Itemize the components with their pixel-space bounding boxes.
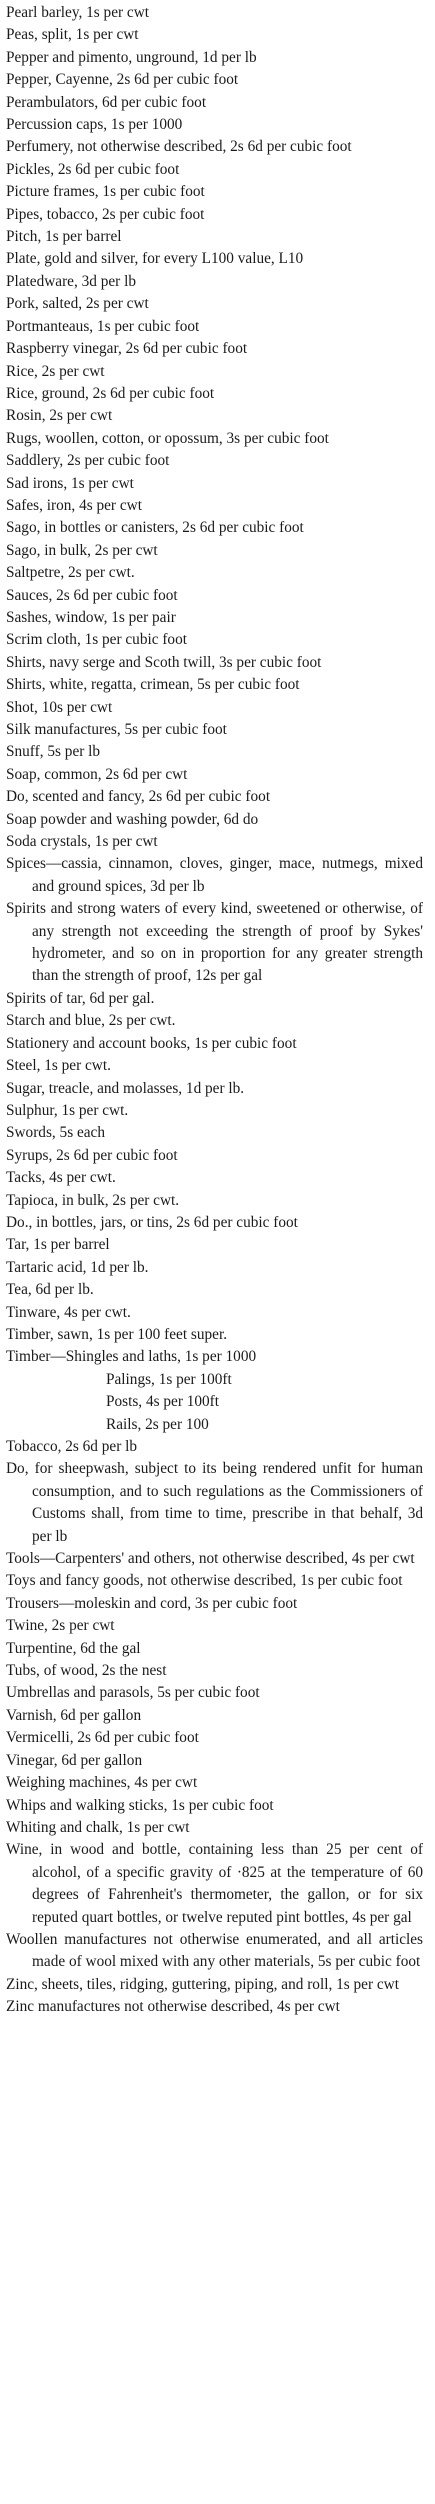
- tariff-entry: Tartaric acid, 1d per lb.: [6, 1258, 149, 1276]
- tariff-entry: Pepper and pimento, unground, 1d per lb: [6, 48, 257, 66]
- tariff-entry: Timber—Shingles and laths, 1s per 1000: [6, 1348, 257, 1366]
- tariff-entry: Sago, in bulk, 2s per cwt: [6, 541, 158, 559]
- tariff-entry: Trousers—moleskin and cord, 3s per cubic foot: [6, 1594, 298, 1612]
- tariff-entry: Steel, 1s per cwt.: [6, 1057, 111, 1075]
- tariff-entry: Rosin, 2s per cwt: [6, 407, 113, 425]
- tariff-entry: Pearl barley, 1s per cwt: [6, 4, 149, 21]
- tariff-entry: Scrim cloth, 1s per cubic foot: [6, 631, 187, 649]
- tariff-entry: Sauces, 2s 6d per cubic foot: [6, 586, 178, 604]
- tariff-entry: Do, for sheepwash, subject to its being rendered unfit for human consumption, and to such regulations as the Commissioners of Customs shall, from time to time, prescribe in that behalf, 3d per lb: [6, 1460, 423, 1545]
- tariff-entry: Whips and walking sticks, 1s per cubic foot: [6, 1796, 274, 1814]
- tariff-entry: Tools—Carpenters' and others, not otherwise described, 4s per cwt: [6, 1550, 415, 1568]
- tariff-entry: Turpentine, 6d the gal: [6, 1639, 141, 1657]
- tariff-entry: Do, scented and fancy, 2s 6d per cubic foot: [6, 788, 271, 806]
- tariff-entry: Rugs, woollen, cotton, or opossum, 3s per cubic foot: [6, 429, 329, 447]
- tariff-entry: Toys and fancy goods, not otherwise described, 1s per cubic foot: [6, 1572, 403, 1590]
- tariff-entry: Woollen manufactures not otherwise enumerated, and all articles made of wool mixed with any other materials, 5s per cubic foot: [6, 1930, 423, 1971]
- tariff-entry: Safes, iron, 4s per cwt: [6, 496, 142, 514]
- tariff-entry: Vermicelli, 2s 6d per cubic foot: [6, 1729, 199, 1747]
- tariff-entry: Vinegar, 6d per gallon: [6, 1751, 143, 1769]
- tariff-entry: Rice, ground, 2s 6d per cubic foot: [6, 384, 215, 402]
- tariff-entry: Twine, 2s per cwt: [6, 1617, 115, 1635]
- tariff-entry: Spices—cassia, cinnamon, cloves, ginger, mace, nutmegs, mixed and ground spices, 3d per lb: [6, 855, 423, 895]
- tariff-entry: Varnish, 6d per gallon: [6, 1706, 142, 1724]
- tariff-entry: Tacks, 4s per cwt.: [6, 1169, 116, 1187]
- tariff-subentry: Posts, 4s per 100ft: [106, 1393, 220, 1411]
- tariff-list: [6, 2, 423, 1369]
- tariff-entry: Silk manufactures, 5s per cubic foot: [6, 721, 227, 738]
- tariff-entry: Plate, gold and silver, for every L100 value, L10: [6, 250, 304, 268]
- tariff-list-continued: [6, 1436, 423, 2019]
- tariff-entry: Starch and blue, 2s per cwt.: [6, 1012, 176, 1030]
- tariff-entry: Do., in bottles, jars, or tins, 2s 6d per cubic foot: [6, 1213, 298, 1231]
- tariff-entry: Pork, salted, 2s per cwt: [6, 295, 149, 313]
- tariff-entry: Tubs, of wood, 2s the nest: [6, 1662, 167, 1680]
- tariff-entry: Tobacco, 2s 6d per lb: [6, 1438, 138, 1455]
- tariff-entry: Sulphur, 1s per cwt.: [6, 1101, 129, 1119]
- tariff-entry: Raspberry vinegar, 2s 6d per cubic foot: [6, 340, 248, 358]
- tariff-subentry: Palings, 1s per 100ft: [106, 1370, 232, 1388]
- tariff-entry: Percussion caps, 1s per 1000: [6, 116, 183, 134]
- tariff-entry: Syrups, 2s 6d per cubic foot: [6, 1146, 178, 1164]
- tariff-entry: Soda crystals, 1s per cwt: [6, 833, 158, 851]
- tariff-entry: Spirits and strong waters of every kind, sweetened or otherwise, of any strength not exceeding the strength of proof by Sykes' hydrometer, and so on in proportion for any greater strength than the strength of proof, 12s per gal: [6, 900, 423, 985]
- tariff-entry: Pipes, tobacco, 2s per cubic foot: [6, 205, 205, 223]
- tariff-entry: Pitch, 1s per barrel: [6, 228, 122, 246]
- tariff-entry: Spirits of tar, 6d per gal.: [6, 989, 155, 1007]
- tariff-entry: Umbrellas and parasols, 5s per cubic foot: [6, 1684, 260, 1702]
- tariff-entry: Weighing machines, 4s per cwt: [6, 1774, 198, 1792]
- tariff-entry: Zinc manufactures not otherwise described, 4s per cwt: [6, 1998, 340, 2016]
- tariff-entry: Tinware, 4s per cwt.: [6, 1303, 131, 1321]
- tariff-entry: Sago, in bottles or canisters, 2s 6d per cubic foot: [6, 519, 304, 537]
- tariff-entry: Swords, 5s each: [6, 1124, 105, 1142]
- tariff-entry: Stationery and account books, 1s per cubic foot: [6, 1034, 297, 1052]
- tariff-entry: Perfumery, not otherwise described, 2s 6d per cubic foot: [6, 138, 352, 156]
- tariff-entry: Shot, 10s per cwt: [6, 698, 113, 716]
- tariff-entry: Rice, 2s per cwt: [6, 362, 105, 380]
- tariff-entry: Perambulators, 6d per cubic foot: [6, 93, 207, 111]
- tariff-entry: Wine, in wood and bottle, containing less than 25 per cent of alcohol, of a specific gravity of ·825 at the temperature of 60 degrees of Fahrenheit's thermometer, the gallon, or for six reputed quart bottles, or twelve reputed pint bottles, 4s per gal: [6, 1841, 423, 1926]
- tariff-entry: Peas, split, 1s per cwt: [6, 26, 139, 44]
- tariff-entry: Pickles, 2s 6d per cubic foot: [6, 160, 180, 178]
- tariff-entry: Shirts, navy serge and Scoth twill, 3s per cubic foot: [6, 653, 322, 671]
- tariff-entry: Tea, 6d per lb.: [6, 1281, 94, 1299]
- tariff-entry: Sashes, window, 1s per pair: [6, 608, 176, 626]
- tariff-entry: Picture frames, 1s per cubic foot: [6, 183, 205, 201]
- tariff-entry: Soap powder and washing powder, 6d do: [6, 810, 259, 828]
- tariff-entry: Tapioca, in bulk, 2s per cwt.: [6, 1191, 180, 1209]
- timber-sublist: [6, 1369, 423, 1436]
- tariff-entry: Zinc, sheets, tiles, ridging, guttering, piping, and roll, 1s per cwt: [6, 1975, 399, 1993]
- tariff-entry: Shirts, white, regatta, crimean, 5s per cubic foot: [6, 676, 300, 694]
- tariff-entry: Pepper, Cayenne, 2s 6d per cubic foot: [6, 71, 239, 89]
- tariff-entry: Tar, 1s per barrel: [6, 1236, 110, 1254]
- tariff-subentry: Rails, 2s per 100: [106, 1415, 209, 1433]
- tariff-entry: Timber, sawn, 1s per 100 feet super.: [6, 1325, 228, 1343]
- tariff-entry: Sad irons, 1s per cwt: [6, 474, 134, 492]
- tariff-entry: Saltpetre, 2s per cwt.: [6, 564, 135, 582]
- tariff-entry: Sugar, treacle, and molasses, 1d per lb.: [6, 1079, 245, 1097]
- tariff-entry: Platedware, 3d per lb: [6, 272, 136, 290]
- tariff-entry: Soap, common, 2s 6d per cwt: [6, 765, 188, 783]
- tariff-entry: Whiting and chalk, 1s per cwt: [6, 1818, 190, 1836]
- tariff-entry: Saddlery, 2s per cubic foot: [6, 452, 170, 470]
- tariff-entry: Snuff, 5s per lb: [6, 743, 101, 761]
- tariff-entry: Portmanteaus, 1s per cubic foot: [6, 317, 200, 335]
